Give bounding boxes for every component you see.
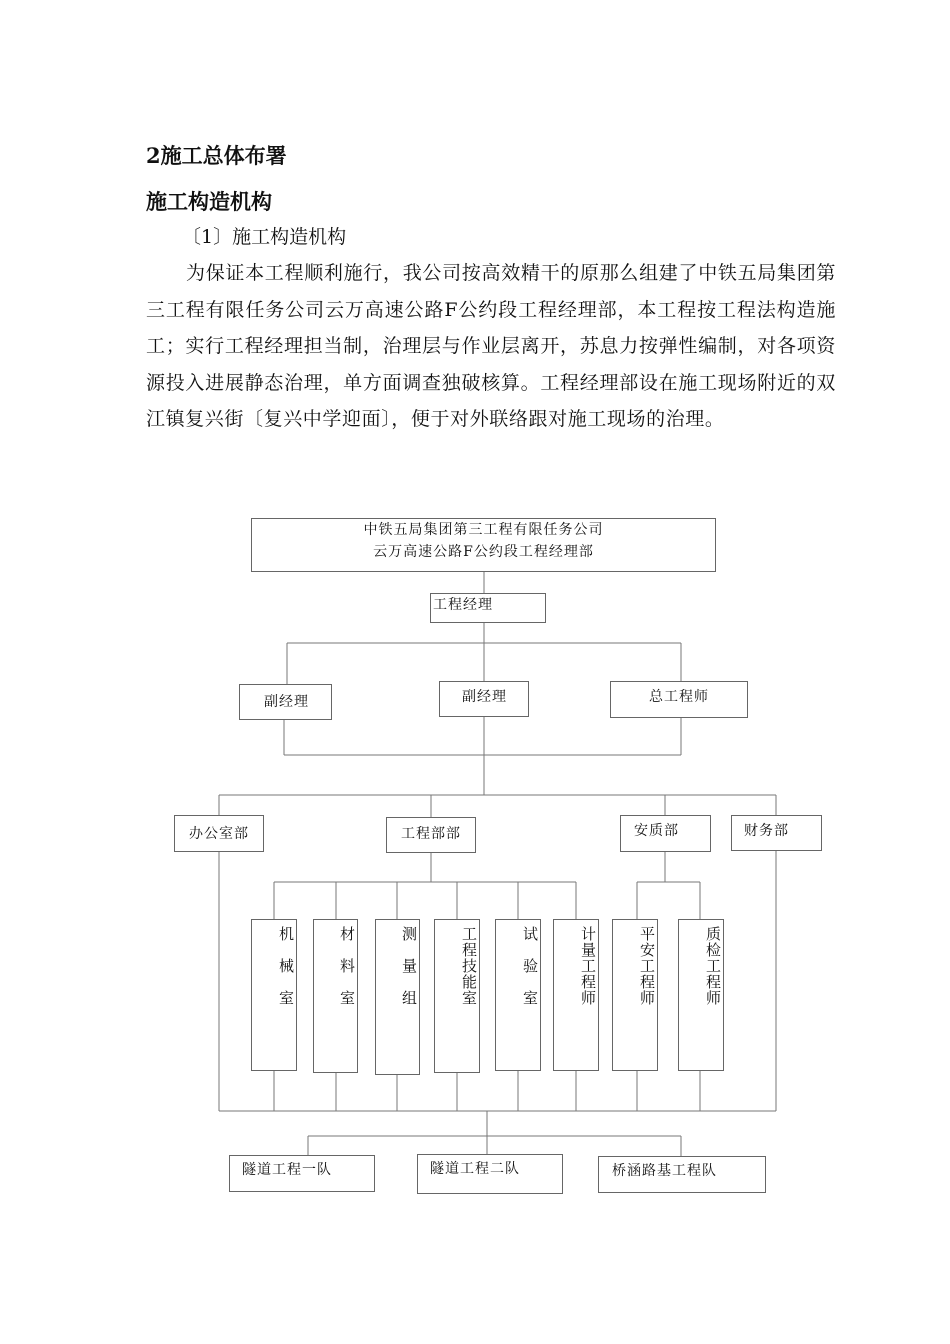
section-machinery-room: 机械室 bbox=[251, 919, 297, 1071]
section-quality-engineer: 质检工程师 bbox=[678, 919, 724, 1071]
office-dept-box: 办公室部 bbox=[174, 815, 264, 852]
chief-engineer-box: 总工程师 bbox=[610, 681, 748, 718]
section-measurement-engineer: 计量工程师 bbox=[553, 919, 599, 1071]
section-safety-engineer: 平安工程师 bbox=[612, 919, 658, 1071]
deputy-manager-box-1: 副经理 bbox=[239, 684, 332, 720]
finance-dept-box: 财务部 bbox=[731, 815, 822, 851]
safety-quality-dept-box: 安质部 bbox=[620, 815, 711, 852]
section-testing-room: 试验室 bbox=[495, 919, 541, 1071]
tunnel-team-2-box: 隧道工程二队 bbox=[417, 1154, 563, 1194]
bridge-roadbed-team-box: 桥涵路基工程队 bbox=[598, 1156, 766, 1193]
subsection-heading: 施工构造机构 bbox=[146, 189, 272, 214]
body-paragraph: 为保证本工程顺利施行，我公司按高效精干的原那么组建了中铁五局集团第三工程有限任务公司云万高速公路F公约段工程经理部，本工程按工程法构造施工；实行工程经理担当制，治理层与作业层离开，苏息力按弹性编制，对各项资源投入进展静态治理，单方面调查独破核算。工程经理部设在施工现场附近的双江镇复兴街〔复兴中学迎面〕，便于对外联络跟对施工现场的治理。 bbox=[146, 262, 836, 430]
section-heading: 2施工总体布署 bbox=[146, 143, 287, 168]
tunnel-team-1-box: 隧道工程一队 bbox=[229, 1155, 375, 1192]
company-box bbox=[251, 518, 716, 572]
project-manager-box: 工程经理 bbox=[430, 593, 546, 623]
section-materials-room: 材料室 bbox=[313, 919, 358, 1073]
engineering-dept-box: 工程部部 bbox=[386, 817, 476, 853]
project-department-name: 云万高速公路F公约段工程经理部 bbox=[373, 544, 594, 560]
deputy-manager-box-2: 副经理 bbox=[439, 681, 529, 717]
company-name: 中铁五局集团第三工程有限任务公司 bbox=[363, 522, 604, 538]
section-survey-group: 测量组 bbox=[375, 919, 420, 1075]
sub-label: 〔1〕施工构造机构 bbox=[182, 226, 347, 248]
section-engineering-tech-room: 工程技能室 bbox=[434, 919, 480, 1073]
